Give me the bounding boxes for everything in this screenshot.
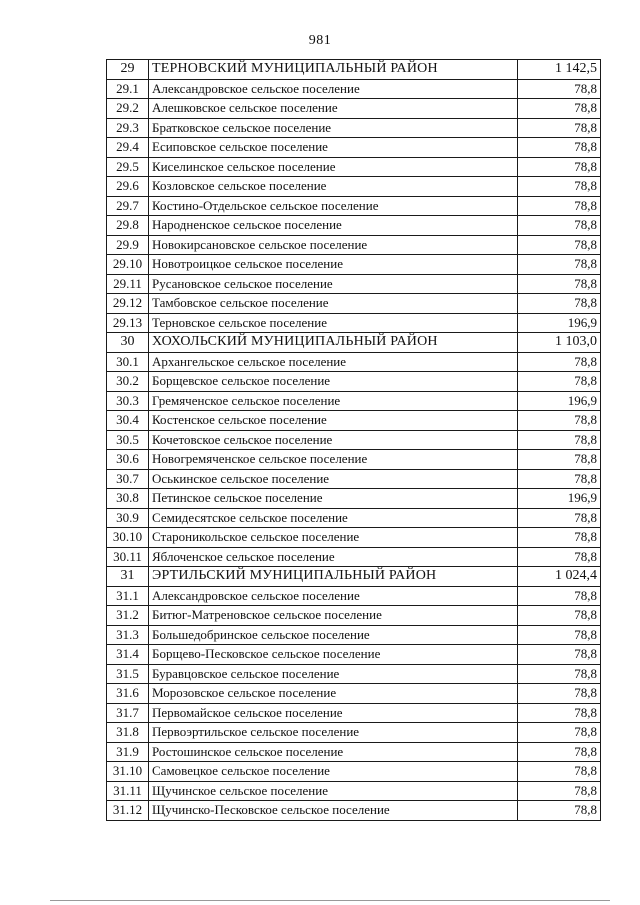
row-name-cell: Петинское сельское поселение bbox=[149, 489, 518, 509]
row-value-cell: 78,8 bbox=[518, 138, 601, 158]
row-name-cell: Архангельское сельское поселение bbox=[149, 352, 518, 372]
row-name-cell: Первоэртильское сельское поселение bbox=[149, 723, 518, 743]
row-name-cell: Костенское сельское поселение bbox=[149, 411, 518, 431]
row-number-cell: 30.4 bbox=[107, 411, 149, 431]
row-number-cell: 31.5 bbox=[107, 664, 149, 684]
row-number-cell: 29.5 bbox=[107, 157, 149, 177]
row-number-cell: 30.8 bbox=[107, 489, 149, 509]
row-name-cell: Щучинское сельское поселение bbox=[149, 781, 518, 801]
table-row bbox=[107, 762, 601, 782]
row-value-cell: 78,8 bbox=[518, 469, 601, 489]
table-row bbox=[107, 274, 601, 294]
row-number-cell: 29.10 bbox=[107, 255, 149, 275]
row-value-cell: 78,8 bbox=[518, 625, 601, 645]
row-number-cell: 31.6 bbox=[107, 684, 149, 704]
row-number-cell: 29.4 bbox=[107, 138, 149, 158]
row-number-cell: 31 bbox=[107, 567, 149, 587]
table-row bbox=[107, 411, 601, 431]
table-row bbox=[107, 586, 601, 606]
row-number-cell: 30.5 bbox=[107, 430, 149, 450]
row-number-cell: 29.12 bbox=[107, 294, 149, 314]
row-name-cell: Алешковское сельское поселение bbox=[149, 99, 518, 119]
row-value-cell: 78,8 bbox=[518, 781, 601, 801]
row-name-cell: Староникольское сельское поселение bbox=[149, 528, 518, 548]
table-row bbox=[107, 684, 601, 704]
row-name-cell: Кочетовское сельское поселение bbox=[149, 430, 518, 450]
row-value-cell: 78,8 bbox=[518, 372, 601, 392]
row-number-cell: 30.11 bbox=[107, 547, 149, 567]
table-row bbox=[107, 547, 601, 567]
row-value-cell: 78,8 bbox=[518, 508, 601, 528]
district-row bbox=[107, 567, 601, 587]
row-name-cell: ЭРТИЛЬСКИЙ МУНИЦИПАЛЬНЫЙ РАЙОН bbox=[149, 567, 518, 587]
row-value-cell: 196,9 bbox=[518, 489, 601, 509]
row-number-cell: 30.6 bbox=[107, 450, 149, 470]
row-name-cell: Русановское сельское поселение bbox=[149, 274, 518, 294]
table-row bbox=[107, 294, 601, 314]
row-number-cell: 31.8 bbox=[107, 723, 149, 743]
row-value-cell: 78,8 bbox=[518, 99, 601, 119]
row-number-cell: 29.1 bbox=[107, 79, 149, 99]
table-row bbox=[107, 742, 601, 762]
table-row bbox=[107, 508, 601, 528]
row-value-cell: 78,8 bbox=[518, 411, 601, 431]
table-row bbox=[107, 528, 601, 548]
row-number-cell: 29 bbox=[107, 60, 149, 80]
row-number-cell: 31.4 bbox=[107, 645, 149, 665]
row-name-cell: Новокирсановское сельское поселение bbox=[149, 235, 518, 255]
table-row bbox=[107, 99, 601, 119]
row-name-cell: Александровское сельское поселение bbox=[149, 79, 518, 99]
table-row bbox=[107, 79, 601, 99]
table-row bbox=[107, 489, 601, 509]
row-name-cell: Большедобринское сельское поселение bbox=[149, 625, 518, 645]
table-row bbox=[107, 372, 601, 392]
row-number-cell: 31.10 bbox=[107, 762, 149, 782]
row-value-cell: 1 024,4 bbox=[518, 567, 601, 587]
page-number: 981 bbox=[308, 33, 332, 48]
row-value-cell: 78,8 bbox=[518, 177, 601, 197]
table-row bbox=[107, 216, 601, 236]
row-name-cell: Есиповское сельское поселение bbox=[149, 138, 518, 158]
table-row bbox=[107, 313, 601, 333]
row-name-cell: Битюг-Матреновское сельское поселение bbox=[149, 606, 518, 626]
row-name-cell: Щучинско-Песковское сельское поселение bbox=[149, 801, 518, 821]
row-name-cell: Гремяченское сельское поселение bbox=[149, 391, 518, 411]
row-name-cell: Новогремяченское сельское поселение bbox=[149, 450, 518, 470]
row-name-cell: Терновское сельское поселение bbox=[149, 313, 518, 333]
row-value-cell: 78,8 bbox=[518, 235, 601, 255]
row-name-cell: Буравцовское сельское поселение bbox=[149, 664, 518, 684]
row-name-cell: Ростошинское сельское поселение bbox=[149, 742, 518, 762]
row-value-cell: 78,8 bbox=[518, 723, 601, 743]
row-number-cell: 31.12 bbox=[107, 801, 149, 821]
table-row bbox=[107, 255, 601, 275]
row-name-cell: Народненское сельское поселение bbox=[149, 216, 518, 236]
table-row bbox=[107, 664, 601, 684]
row-name-cell: Александровское сельское поселение bbox=[149, 586, 518, 606]
row-value-cell: 78,8 bbox=[518, 703, 601, 723]
row-value-cell: 196,9 bbox=[518, 391, 601, 411]
row-value-cell: 78,8 bbox=[518, 216, 601, 236]
table-row bbox=[107, 352, 601, 372]
district-row bbox=[107, 333, 601, 353]
table-row bbox=[107, 645, 601, 665]
table-row bbox=[107, 118, 601, 138]
row-name-cell: Тамбовское сельское поселение bbox=[149, 294, 518, 314]
row-value-cell: 78,8 bbox=[518, 196, 601, 216]
table-row bbox=[107, 430, 601, 450]
row-name-cell: Киселинское сельское поселение bbox=[149, 157, 518, 177]
row-value-cell: 78,8 bbox=[518, 762, 601, 782]
row-number-cell: 29.13 bbox=[107, 313, 149, 333]
table-row bbox=[107, 469, 601, 489]
table-row bbox=[107, 196, 601, 216]
row-value-cell: 78,8 bbox=[518, 586, 601, 606]
row-value-cell: 78,8 bbox=[518, 684, 601, 704]
table-row bbox=[107, 801, 601, 821]
row-number-cell: 31.1 bbox=[107, 586, 149, 606]
row-number-cell: 30.10 bbox=[107, 528, 149, 548]
row-value-cell: 78,8 bbox=[518, 664, 601, 684]
row-value-cell: 1 142,5 bbox=[518, 60, 601, 80]
row-name-cell: Самовецкое сельское поселение bbox=[149, 762, 518, 782]
row-name-cell: Новотроицкое сельское поселение bbox=[149, 255, 518, 275]
row-name-cell: ТЕРНОВСКИЙ МУНИЦИПАЛЬНЫЙ РАЙОН bbox=[149, 60, 518, 80]
row-number-cell: 29.8 bbox=[107, 216, 149, 236]
row-name-cell: Семидесятское сельское поселение bbox=[149, 508, 518, 528]
row-name-cell: Морозовское сельское поселение bbox=[149, 684, 518, 704]
allocation-table bbox=[106, 59, 601, 821]
row-number-cell: 29.11 bbox=[107, 274, 149, 294]
table-row bbox=[107, 138, 601, 158]
row-name-cell: Оськинское сельское поселение bbox=[149, 469, 518, 489]
row-value-cell: 78,8 bbox=[518, 79, 601, 99]
table-row bbox=[107, 723, 601, 743]
table-body bbox=[107, 60, 601, 821]
row-value-cell: 78,8 bbox=[518, 645, 601, 665]
row-number-cell: 31.2 bbox=[107, 606, 149, 626]
row-value-cell: 1 103,0 bbox=[518, 333, 601, 353]
row-value-cell: 78,8 bbox=[518, 606, 601, 626]
row-number-cell: 31.11 bbox=[107, 781, 149, 801]
row-number-cell: 29.3 bbox=[107, 118, 149, 138]
row-number-cell: 29.7 bbox=[107, 196, 149, 216]
row-name-cell: Козловское сельское поселение bbox=[149, 177, 518, 197]
table-row bbox=[107, 625, 601, 645]
row-value-cell: 78,8 bbox=[518, 801, 601, 821]
row-name-cell: Первомайское сельское поселение bbox=[149, 703, 518, 723]
row-value-cell: 78,8 bbox=[518, 450, 601, 470]
row-number-cell: 29.9 bbox=[107, 235, 149, 255]
row-number-cell: 30.9 bbox=[107, 508, 149, 528]
row-name-cell: ХОХОЛЬСКИЙ МУНИЦИПАЛЬНЫЙ РАЙОН bbox=[149, 333, 518, 353]
table-row bbox=[107, 781, 601, 801]
row-number-cell: 29.6 bbox=[107, 177, 149, 197]
row-name-cell: Братковское сельское поселение bbox=[149, 118, 518, 138]
row-number-cell: 30.7 bbox=[107, 469, 149, 489]
row-value-cell: 78,8 bbox=[518, 352, 601, 372]
row-value-cell: 78,8 bbox=[518, 274, 601, 294]
row-number-cell: 31.3 bbox=[107, 625, 149, 645]
table-row bbox=[107, 606, 601, 626]
row-name-cell: Яблоченское сельское поселение bbox=[149, 547, 518, 567]
row-value-cell: 78,8 bbox=[518, 118, 601, 138]
table-row bbox=[107, 450, 601, 470]
row-number-cell: 29.2 bbox=[107, 99, 149, 119]
row-number-cell: 30.2 bbox=[107, 372, 149, 392]
row-name-cell: Борщевское сельское поселение bbox=[149, 372, 518, 392]
row-number-cell: 31.9 bbox=[107, 742, 149, 762]
row-number-cell: 30.1 bbox=[107, 352, 149, 372]
row-value-cell: 78,8 bbox=[518, 294, 601, 314]
table-row bbox=[107, 177, 601, 197]
row-value-cell: 78,8 bbox=[518, 255, 601, 275]
district-row bbox=[107, 60, 601, 80]
row-number-cell: 30 bbox=[107, 333, 149, 353]
row-value-cell: 78,8 bbox=[518, 528, 601, 548]
row-value-cell: 78,8 bbox=[518, 742, 601, 762]
row-number-cell: 31.7 bbox=[107, 703, 149, 723]
row-value-cell: 78,8 bbox=[518, 157, 601, 177]
row-value-cell: 196,9 bbox=[518, 313, 601, 333]
row-name-cell: Борщево-Песковское сельское поселение bbox=[149, 645, 518, 665]
table-row bbox=[107, 703, 601, 723]
row-name-cell: Костино-Отдельское сельское поселение bbox=[149, 196, 518, 216]
row-value-cell: 78,8 bbox=[518, 430, 601, 450]
row-value-cell: 78,8 bbox=[518, 547, 601, 567]
row-number-cell: 30.3 bbox=[107, 391, 149, 411]
table-row bbox=[107, 391, 601, 411]
table-row bbox=[107, 235, 601, 255]
bottom-rule bbox=[50, 900, 610, 901]
table-row bbox=[107, 157, 601, 177]
